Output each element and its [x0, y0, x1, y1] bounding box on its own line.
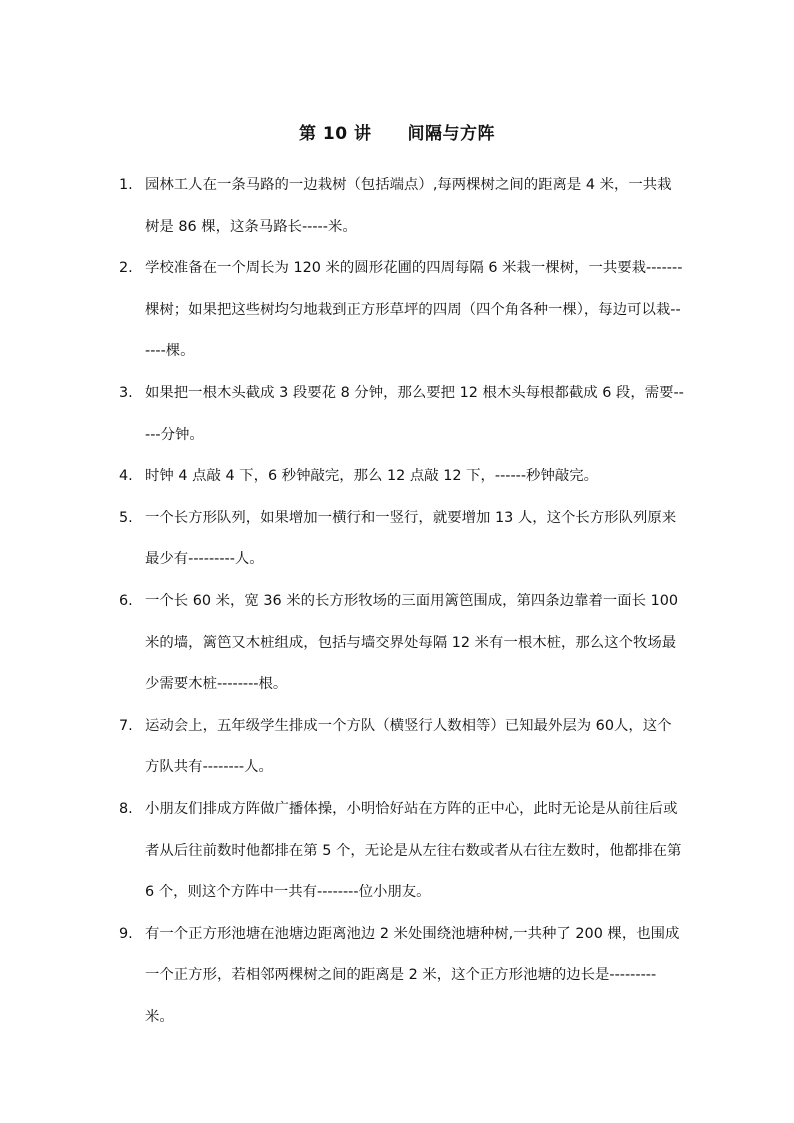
question-item: [119, 165, 684, 248]
question-item: [119, 914, 684, 1039]
question-item: [119, 706, 684, 789]
question-item: [119, 456, 684, 498]
question-number: 2.: [119, 260, 133, 277]
page-title: [0, 122, 794, 146]
question-number: 1.: [119, 177, 133, 193]
question-text: 学校准备在一个周长为 120 米的圆形花圃的四周每隔 6 米栽一棵树，一共要栽-------棵树；如果把这些树均匀地栽到正方形草坪的四周（四个角各种一棵），每边可以栽------棵。: [145, 260, 683, 360]
question-number: 7.: [119, 717, 133, 734]
question-text: 一个长方形队列，如果增加一横行和一竖行，就要增加 13 人，这个长方形队列原来最少有---------人。: [145, 509, 677, 568]
question-number: 5.: [119, 509, 133, 526]
question-text: 运动会上，五年级学生排成一个方队（横竖行人数相等）已知最外层为 60人，这个方队共有--------人。: [145, 717, 672, 776]
question-item: [119, 581, 684, 706]
question-number: 8.: [119, 800, 133, 817]
question-number: 9.: [119, 925, 133, 942]
question-text: 时钟 4 点敲 4 下，6 秒钟敲完，那么 12 点敲 12 下，------秒钟敲完。: [145, 468, 599, 485]
question-item: [119, 373, 684, 456]
question-text: 一个长 60 米，宽 36 米的长方形牧场的三面用篱笆围成，第四条边靠着一面长 100 米的墙，篱笆又木桩组成，包括与墙交界处每隔 12 米有一根木桩，那么这个牧场最少需要木桩--------根。: [145, 592, 679, 693]
question-number: 3.: [119, 384, 133, 401]
question-number: 4.: [119, 468, 133, 485]
question-text: 有一个正方形池塘在池塘边距离池边 2 米处围绕池塘种树,一共种了 200 棵，也围成一个正方形，若相邻两棵树之间的距离是 2 米，这个正方形池塘的边长是---------米。: [145, 925, 680, 1025]
question-item: [119, 248, 684, 373]
question-list: [119, 165, 684, 1038]
question-text: 如果把一根木头截成 3 段要花 8 分钟，那么要把 12 根木头每根都截成 6 段，需要-----分钟。: [145, 384, 684, 443]
question-item: [119, 789, 684, 914]
lecture-number: 第 10 讲: [299, 124, 372, 144]
question-text: 小朋友们排成方阵做广播体操，小明恰好站在方阵的正中心，此时无论是从前往后或者从后往前数时他都排在第 5 个，无论是从左往右数或者从右往左数时，他都排在第 6 个，则这个方阵中一共有--------位小朋友。: [145, 800, 682, 901]
question-item: [119, 498, 684, 581]
question-number: 6.: [119, 592, 133, 609]
question-text: 园林工人在一条马路的一边栽树（包括端点）,每两棵树之间的距离是 4 米，一共栽树是 86 棵，这条马路长-----米。: [145, 177, 672, 235]
lecture-topic: 间隔与方阵: [407, 124, 495, 144]
